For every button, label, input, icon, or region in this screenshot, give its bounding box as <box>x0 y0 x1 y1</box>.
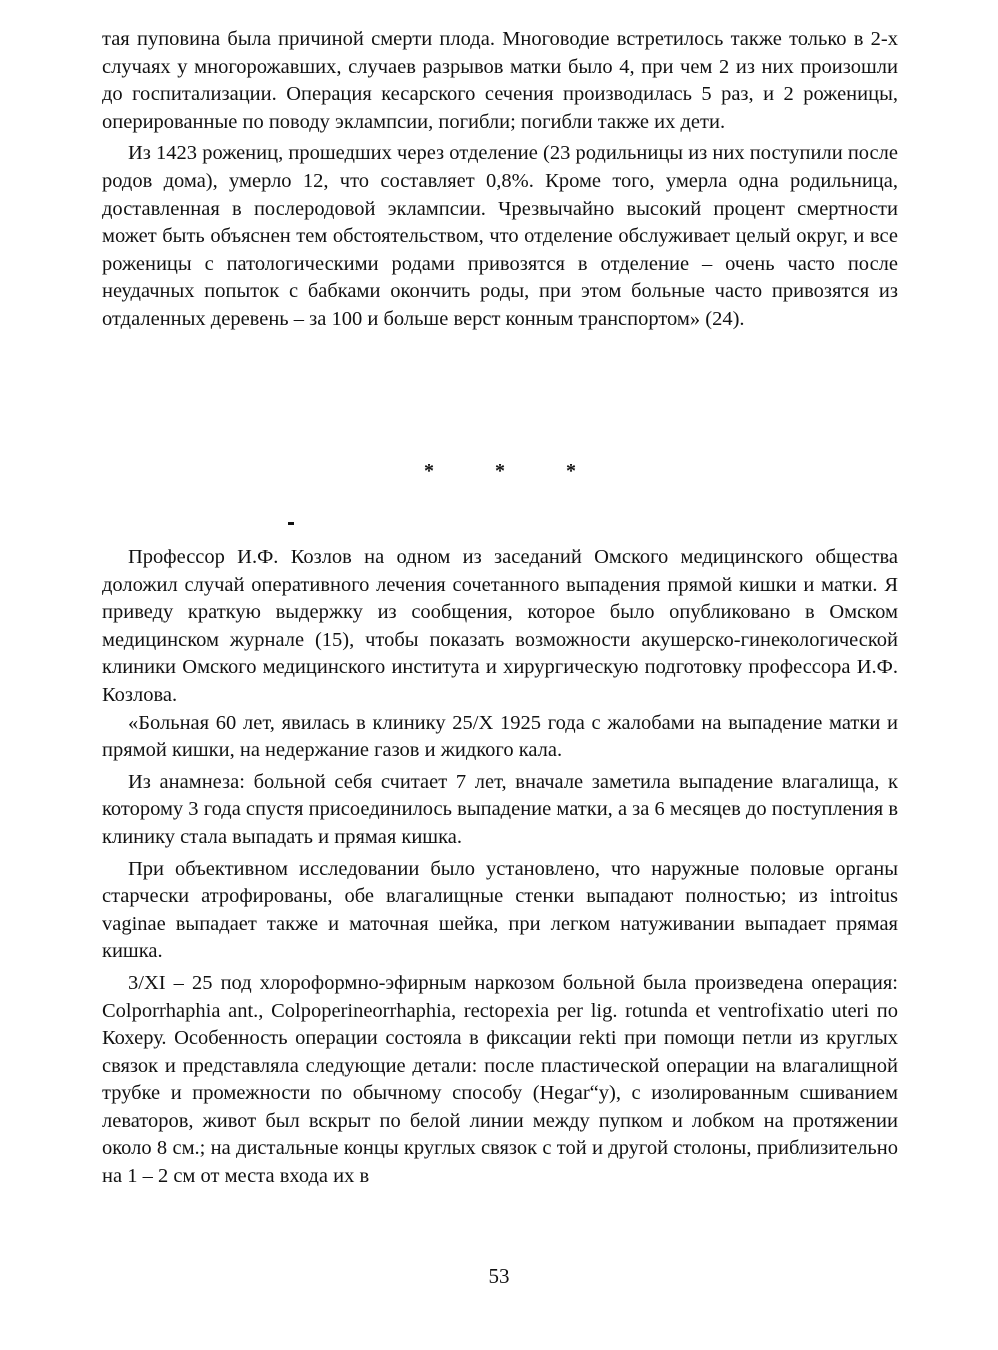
section-divider-asterisks: * * * <box>424 460 604 482</box>
section-kozlov-case <box>102 544 898 1191</box>
paragraph-mortality: Из 1423 рожениц, прошедших через отделение (23 родильницы из них поступили после родов дома), умерло 12, что составляет 0,8%. Кроме того, умерла одна родильница, доставленная в послеродовой эклампсии. Чрезвычайно высокий процент смертности может быть объяснен тем обстоятельством, что отделение обслуживает целый округ, и все роженицы с патологическими родами привозятся в отделение – очень часто после неудачных попыток с бабками окончить роды, при этом больные часто привозятся из отдаленных деревень – за 100 и больше верст конным транспортом» (24). <box>102 142 898 330</box>
page-body <box>102 26 898 1188</box>
paragraph-operation: 3/XI – 25 под хлороформно-эфирным наркозом больной была произведена операция: Colporrhaphia ant., Colpoperineorrhaphia, rectopexia per lig. rotunda et ventrofixatio uteri по Кохеру. Особенность операции состояла в фиксации rekti при помощи петли из круглых связок и представляла следующие детали: после пластической операции на влагалищной трубке и промежности по обычному способу (Hegar“y), с изолированным сшиванием леваторов, живот был вскрыт по белой линии между пупком и лобком на протяжении около 8 см.; на дистальные концы круглых связок с той и другой столоны, приблизительно на 1 – 2 см от места входа их в <box>102 971 898 1188</box>
paragraph-patient: «Больная 60 лет, явилась в клинику 25/X 1925 года с жалобами на выпадение матки и прямой кишки, на недержание газов и жидкого кала. <box>102 711 898 762</box>
paragraph-intro: Профессор И.Ф. Козлов на одном из заседаний Омского медицинского общества доложил случай оперативного лечения сочетанного выпадения прямой кишки и матки. Я приведу краткую выдержку из сообщения, которое было опубликовано в Омском медицинском журнале (15), чтобы показать возможности акушерско-гинекологической клиники Омского медицинского института и хирургическую подготовку профессора И.Ф. Козлова. <box>102 546 898 706</box>
paragraph-anamnesis: Из анамнеза: больной себя считает 7 лет, вначале заметила выпадение влагалища, к которому 3 года спустя присоединилось выпадение матки, а за 6 месяцев до поступления в клинику стала выпадать и прямая кишка. <box>102 770 898 848</box>
paragraph-continuation: тая пуповина была причиной смерти плода. Многоводие встретилось также только в 2-х случаях у многорожавших, случаев разрывов матки было 4, при чем 2 из них произошли до госпитализации. Операция кесарского сечения производилась 5 раз, и 2 роженицы, оперированные по поводу эклампсии, погибли; погибли также их дети. <box>102 28 898 133</box>
stray-mark <box>288 522 294 525</box>
page-number: 53 <box>488 1264 510 1288</box>
paragraph-examination: При объективном исследовании было установлено, что наружные половые органы старчески атрофированы, обе влагалищные стенки выпадают полностью; из introitus vaginae выпадает также и маточная шейка, при легком натуживании выпадает прямая кишка. <box>102 857 898 963</box>
